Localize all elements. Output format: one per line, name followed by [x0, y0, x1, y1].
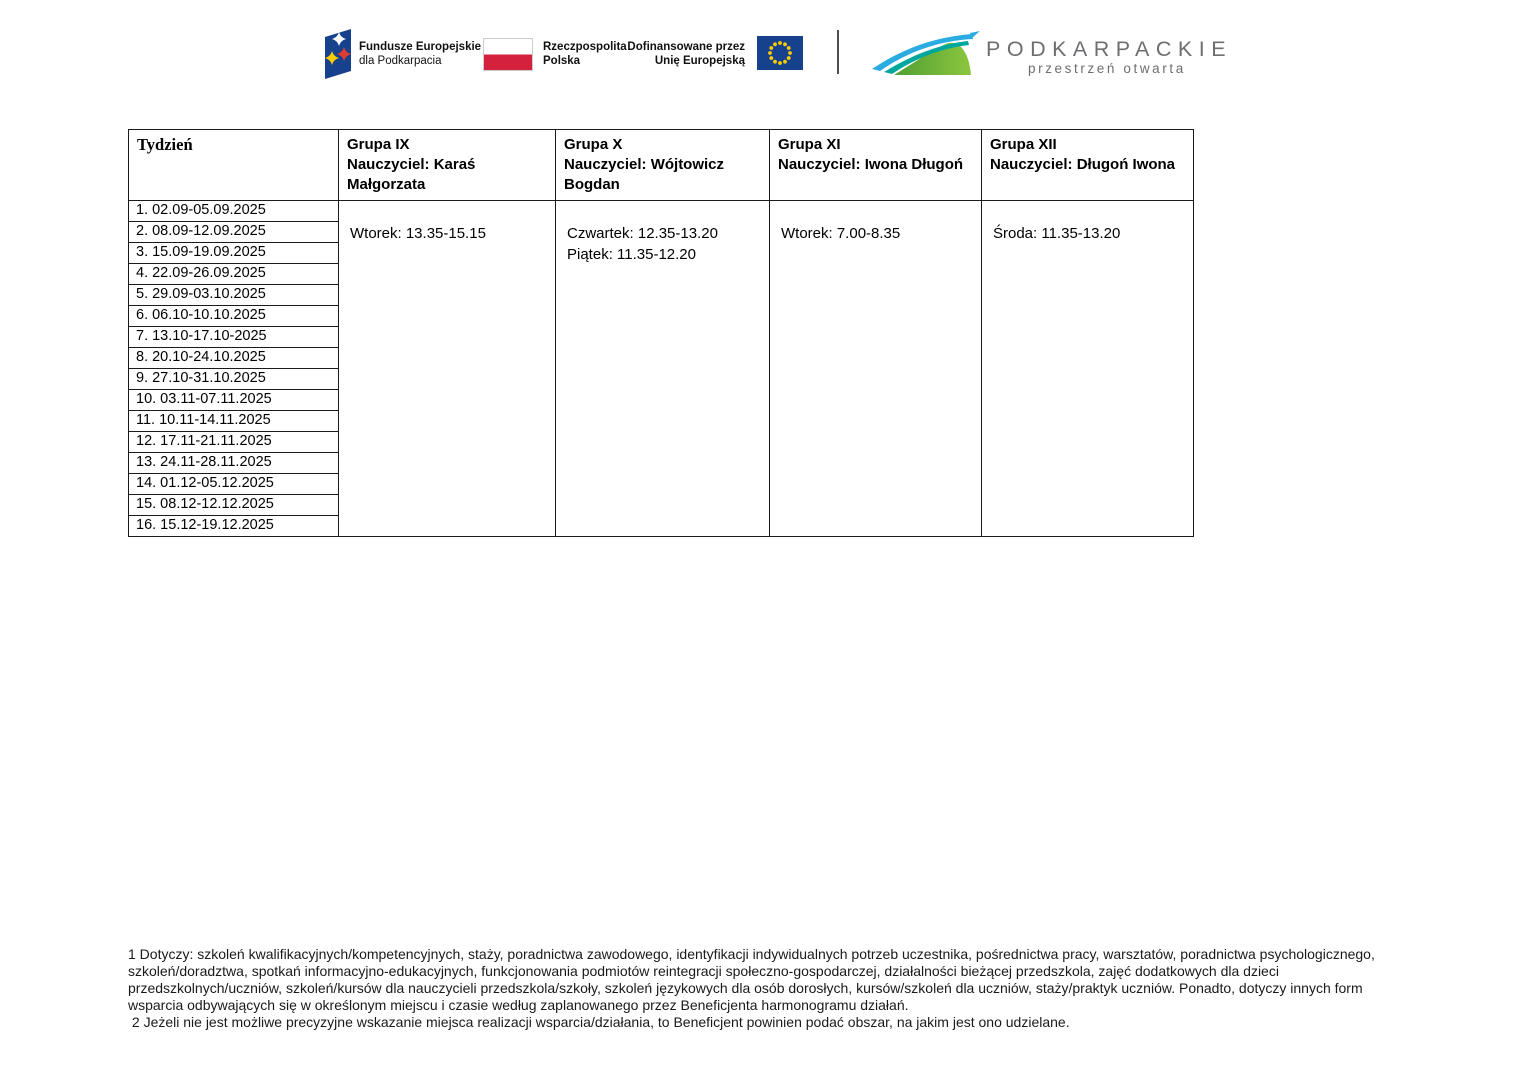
column-title: Grupa X	[564, 136, 623, 153]
footnote-line: szkoleń/doradztwa, spotkań informacyjno-edukacyjnych, funkcjonowania podmiotów reintegracji społeczno-gospodarczej, działalności bieżącej przedszkola, zajęć dodatkowych dla dzieci	[128, 963, 1279, 979]
week-cell: 8. 20.10-24.10.2025	[129, 348, 339, 369]
week-cell: 2. 08.09-12.09.2025	[129, 222, 339, 243]
column-header-grupa-ix	[339, 130, 556, 201]
footnote-line: 2 Jeżeli nie jest możliwe precyzyjne wskazanie miejsca realizacji wsparcia/działania, to Beneficjent powinien podać obszar, na jakim jest ono udzielane.	[128, 1014, 1070, 1030]
schedule-table	[128, 129, 1194, 537]
schedule-time: Piątek: 11.35-12.20	[567, 246, 696, 263]
week-cell: 4. 22.09-26.09.2025	[129, 264, 339, 285]
eu-funds-line2: dla Podkarpacia	[359, 55, 442, 67]
footnote-line: wsparcia odbywających się w określonym miejscu i czasie według zaplanowanego przez Beneficjenta harmonogramu działań.	[128, 997, 909, 1013]
footnote-line: 1 Dotyczy: szkoleń kwalifikacyjnych/kompetencyjnych, staży, poradnictwa zawodowego, identyfikacji indywidualnych potrzeb uczestnika, pośrednictwa pracy, warsztatów, poradnictwa psychologicznego,	[128, 946, 1375, 962]
schedule-cell-grupa-xii	[982, 201, 1194, 537]
week-cell: 12. 17.11-21.11.2025	[129, 432, 339, 453]
week-cell: 5. 29.09-03.10.2025	[129, 285, 339, 306]
header-row	[129, 130, 1194, 201]
poland-line1: Rzeczpospolita	[543, 41, 627, 53]
schedule-cell-grupa-ix	[339, 201, 556, 537]
table-row	[129, 201, 1194, 222]
column-header-grupa-xi	[770, 130, 982, 201]
podkarpackie-logo-icon	[872, 31, 982, 80]
column-header-grupa-xii	[982, 130, 1194, 201]
week-cell: 16. 15.12-19.12.2025	[129, 516, 339, 537]
schedule-time: Czwartek: 12.35-13.20	[567, 225, 718, 242]
week-cell: 15. 08.12-12.12.2025	[129, 495, 339, 516]
poland-label	[543, 40, 627, 68]
eu-funds-label	[359, 40, 481, 68]
schedule-cell-grupa-x	[556, 201, 770, 537]
eu-funds-line1: Fundusze Europejskie	[359, 41, 482, 53]
week-cell: 7. 13.10-17.10-2025	[129, 327, 339, 348]
eu-funding-line2: Unię Europejską	[654, 55, 745, 67]
week-cell: 10. 03.11-07.11.2025	[129, 390, 339, 411]
column-teacher: Nauczyciel: Wójtowicz Bogdan	[564, 156, 725, 193]
week-cell: 1. 02.09-05.09.2025	[129, 201, 339, 222]
week-cell: 9. 27.10-31.10.2025	[129, 369, 339, 390]
poland-line2: Polska	[543, 55, 581, 67]
podkarpackie-title: PODKARPACKIE	[986, 37, 1233, 61]
schedule-time: Wtorek: 13.35-15.15	[350, 225, 486, 242]
eu-funding-label	[627, 40, 745, 68]
podkarpackie-subtitle: przestrzeń otwarta	[1028, 61, 1186, 76]
footnotes	[128, 946, 1428, 1031]
column-title: Grupa XI	[778, 136, 841, 153]
column-title: Grupa IX	[347, 136, 410, 153]
week-cell: 3. 15.09-19.09.2025	[129, 243, 339, 264]
poland-flag-icon	[483, 38, 533, 76]
schedule-time: Wtorek: 7.00-8.35	[781, 225, 901, 242]
column-teacher: Nauczyciel: Długoń Iwona	[990, 156, 1176, 173]
schedule-cell-grupa-xi	[770, 201, 982, 537]
footnote-line: przedszkolnych/uczniów, szkoleń/kursów dla nauczycieli przedszkola/szkoły, szkoleń językowych dla osób dorosłych, kursów/szkoleń dla uczniów, staży/praktyk uczniów. Ponadto, dotyczy innych form	[128, 980, 1363, 996]
header-divider	[837, 30, 839, 74]
week-cell: 6. 06.10-10.10.2025	[129, 306, 339, 327]
schedule-time: Środa: 11.35-13.20	[993, 225, 1121, 242]
column-teacher: Nauczyciel: Karaś Małgorzata	[347, 156, 476, 193]
eu-funding-line1: Dofinansowane przez	[627, 41, 745, 53]
column-title: Tydzień	[137, 135, 193, 154]
week-cell: 11. 10.11-14.11.2025	[129, 411, 339, 432]
eu-funds-flag-icon	[322, 28, 354, 87]
column-title: Grupa XII	[990, 136, 1057, 153]
week-cell: 13. 24.11-28.11.2025	[129, 453, 339, 474]
week-cell: 14. 01.12-05.12.2025	[129, 474, 339, 495]
column-header-week	[129, 130, 339, 201]
column-teacher: Nauczyciel: Iwona Długoń	[778, 156, 964, 173]
eu-flag-icon	[757, 36, 803, 75]
column-header-grupa-x	[556, 130, 770, 201]
